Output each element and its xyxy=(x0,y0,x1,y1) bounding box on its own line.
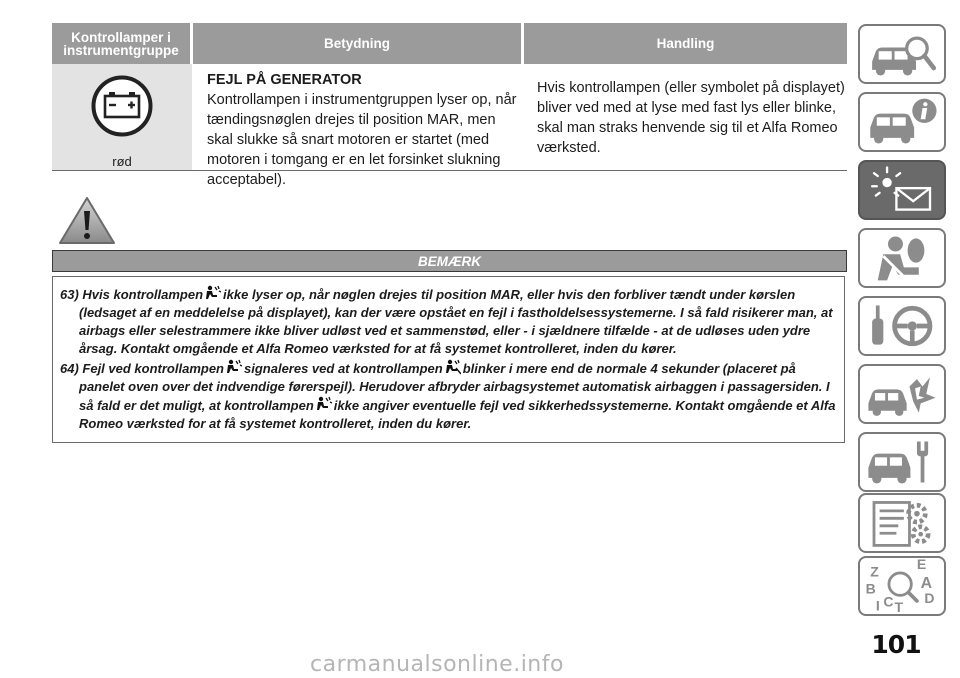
svg-text:T: T xyxy=(894,599,904,614)
warning-lamp-table xyxy=(52,23,847,188)
note-64: 64) Fejl ved kontrollampen signaleres ved at kontrollampen blinker i mere end de normale 4 sekunder (placeret på panelet oven over det indvendige førerspejl). Herudover afbryder airbagsystemet automatisk airbaggen i passagersiden. I så fald er det muligt, at kontrollampen ikke angiver eventuelle fejl ved sikkerhedssystemerne. Kontakt omgående et Alfa Romeo værksted for at få systemet kontrolleret, inden du kører. xyxy=(60,361,836,431)
svg-text:E: E xyxy=(916,558,927,573)
svg-text:D: D xyxy=(924,589,935,606)
table-header xyxy=(52,23,847,64)
meaning-title: FEJL PÅ GENERATOR xyxy=(207,72,362,88)
action-cell xyxy=(522,64,847,170)
meaning-cell xyxy=(192,64,522,188)
airbag-icon xyxy=(226,359,242,375)
section-nav xyxy=(858,0,960,678)
airbag-off-icon xyxy=(445,359,461,375)
svg-text:B: B xyxy=(865,580,876,597)
warning-triangle-icon xyxy=(58,196,116,246)
tab-alphabet-index[interactable] xyxy=(858,556,946,616)
svg-text:A: A xyxy=(920,574,933,592)
tab-warning-lights[interactable] xyxy=(858,160,946,220)
alphabet-index-icon xyxy=(860,558,944,614)
header-action-column: Handling xyxy=(524,23,847,64)
tab-list-gear[interactable] xyxy=(858,493,946,553)
tab-car-info[interactable] xyxy=(858,92,946,152)
header-lamp-column: Kontrollamper i instrumentgruppe xyxy=(52,23,190,64)
tab-key-steering[interactable] xyxy=(858,296,946,356)
table-row xyxy=(52,64,847,188)
car-tools-icon xyxy=(860,434,944,490)
page-number: 101 xyxy=(871,630,921,659)
airbag-seat-icon xyxy=(860,230,944,286)
header-meaning-column: Betydning xyxy=(193,23,521,64)
airbag-icon xyxy=(205,285,221,301)
tab-airbag-seat[interactable] xyxy=(858,228,946,288)
svg-text:I: I xyxy=(875,597,880,614)
lamp-cell xyxy=(52,64,192,170)
note-title-bar: BEMÆRK xyxy=(52,250,847,272)
tab-car-tools[interactable] xyxy=(858,432,946,492)
tab-car-crash[interactable] xyxy=(858,364,946,424)
action-text: Hvis kontrollampen (eller symbolet på displayet) bliver ved med at lyse med fast lys eller blinke, skal man straks henvende sig til et Alfa Romeo værksted. xyxy=(537,80,845,156)
list-gear-icon xyxy=(860,495,944,551)
meaning-text: Kontrollampen i instrumentgruppen lyser op, når tændingsnøglen drejes til position MAR, men skal slukke så snart motoren er startet (med motoren i tomgang er en let forsinket slukning acceptabel). xyxy=(207,92,517,188)
note-box xyxy=(52,276,845,443)
airbag-icon xyxy=(316,396,332,412)
note-63: 63) Hvis kontrollampen ikke lyser op, når nøglen drejes til position MAR, eller hvis den forbliver tændt under kørslen (ledsaget af en meddelelse på displayet), kan der være opstået en fejl i fastholdelsessystemerne. I så fald risikerer man, at airbags eller selestrammere ikke bliver udløst ved et sammenstød, eller - i sjældnere tilfælde - at de udløses uden ydre årsag. Kontakt omgående et Alfa Romeo værksted for at få systemet kontrolleret, inden du kører. xyxy=(60,287,833,356)
car-info-icon xyxy=(860,94,944,150)
tab-car-search[interactable] xyxy=(858,24,946,84)
svg-text:Z: Z xyxy=(870,563,879,580)
watermark-text: carmanualsonline.info xyxy=(310,652,564,677)
svg-text:C: C xyxy=(883,593,894,610)
lamp-color-label: rød xyxy=(112,154,132,169)
warning-lights-icon xyxy=(860,162,944,218)
car-crash-icon xyxy=(860,366,944,422)
key-steering-icon xyxy=(860,298,944,354)
car-search-icon xyxy=(860,26,944,82)
